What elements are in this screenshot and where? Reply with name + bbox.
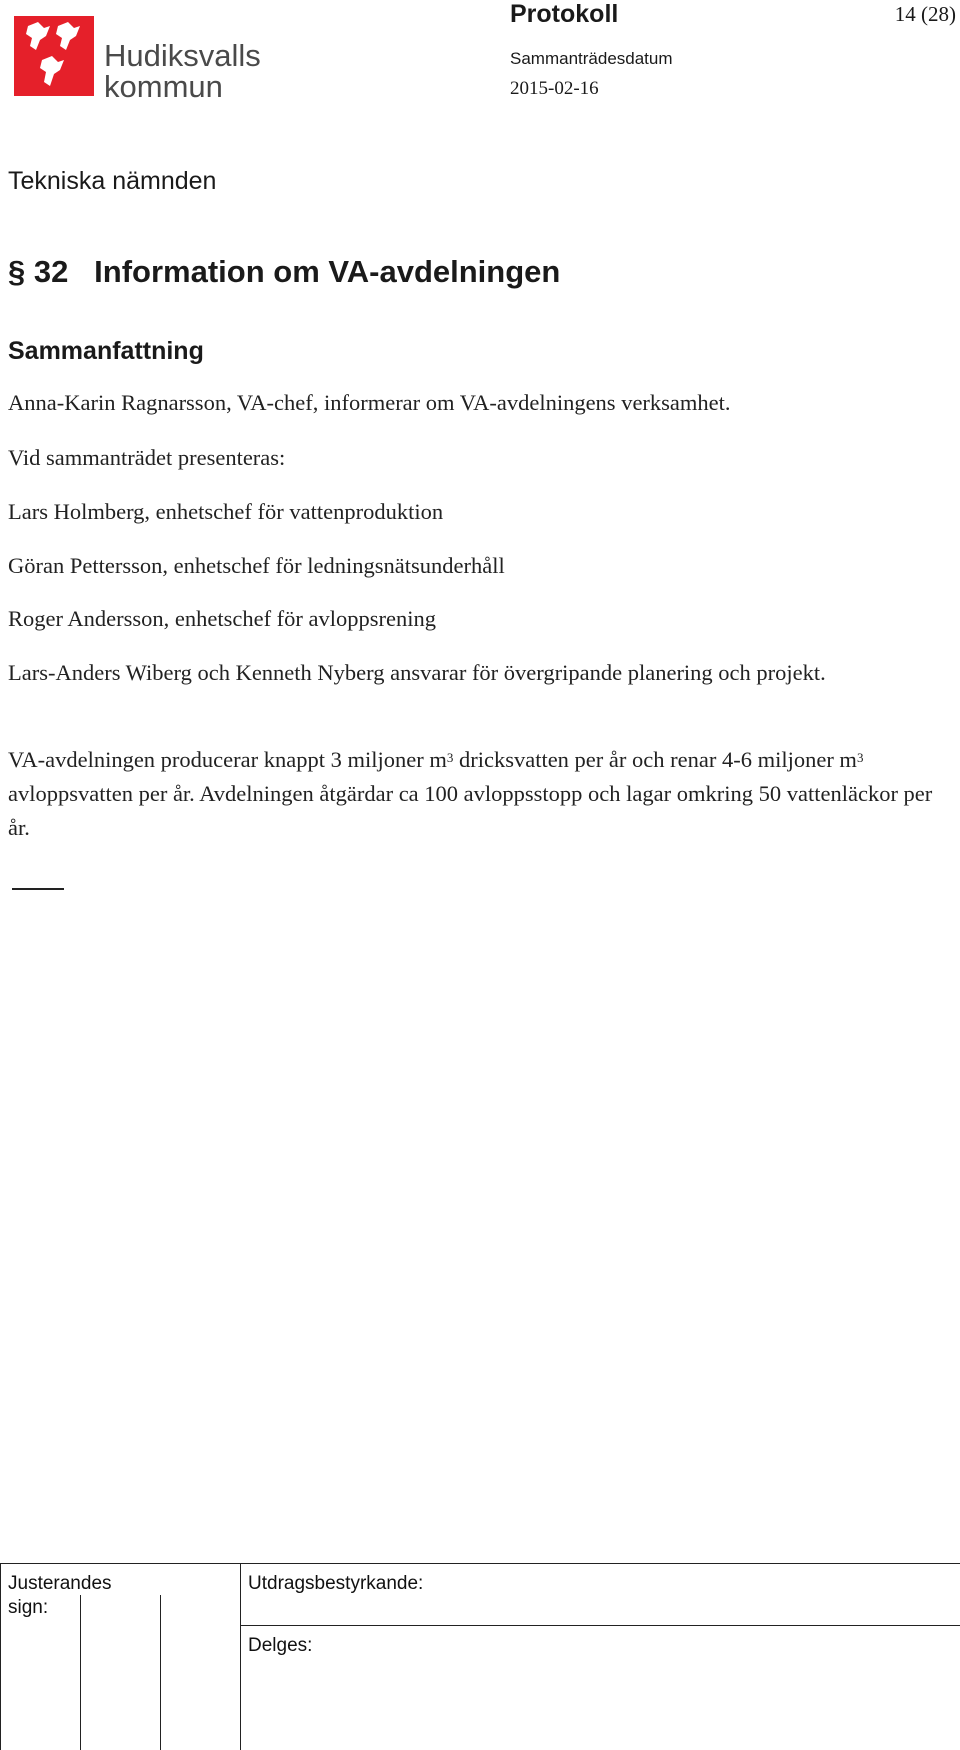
paragraph: Göran Pettersson, enhetschef för ledningsnätsunderhåll [8,553,505,578]
superscript: 3 [446,750,454,765]
paragraph [8,743,953,845]
org-name-line1: Hudiksvalls [104,38,261,73]
superscript: 3 [856,750,864,765]
org-name-line2: kommun [104,69,223,104]
coat-of-arms-icon [14,16,94,96]
footer-divider-vertical [240,1563,241,1750]
paragraph: Vid sammanträdet presenteras: [8,445,286,470]
page-number: 14 (28) [894,2,956,26]
end-of-section-line [12,888,64,890]
municipality-logo [14,16,264,104]
paragraph-text: VA-avdelningen producerar knappt 3 miljoner m [8,747,447,772]
justerandes-sign-label [8,1572,112,1620]
logo-text [104,40,261,102]
paragraph: Roger Andersson, enhetschef för avloppsrening [8,606,437,631]
justerandes-label-line1: Justerandes [8,1573,112,1594]
justerandes-label-line2: sign: [8,1597,49,1618]
footer-border-left [0,1563,1,1750]
section-heading: § 32 Information om VA-avdelningen [8,254,561,289]
document-type: Protokoll [510,0,619,28]
summary-heading: Sammanfattning [8,337,204,365]
footer-border-top [0,1563,960,1564]
meeting-date: 2015-02-16 [510,78,599,99]
signature-box-divider [160,1595,161,1750]
paragraph: Lars-Anders Wiberg och Kenneth Nyberg ansvarar för övergripande planering och projekt. [8,660,826,685]
paragraph: Anna-Karin Ragnarsson, VA-chef, informerar om VA-avdelningens verksamhet. [8,390,731,415]
delges-label: Delges: [248,1635,313,1656]
committee-name: Tekniska nämnden [8,167,217,195]
utdragsbestyrkande-label: Utdragsbestyrkande: [248,1573,424,1594]
footer-divider [240,1625,960,1626]
meeting-date-label: Sammanträdesdatum [510,49,673,68]
paragraph-text: dricksvatten per år och renar 4-6 miljoner m [453,747,857,772]
paragraph: Lars Holmberg, enhetschef för vattenproduktion [8,499,444,524]
paragraph-text: avloppsvatten per år. Avdelningen åtgärdar ca 100 avloppsstopp och lagar omkring 50 vattenläckor per år. [8,781,933,840]
